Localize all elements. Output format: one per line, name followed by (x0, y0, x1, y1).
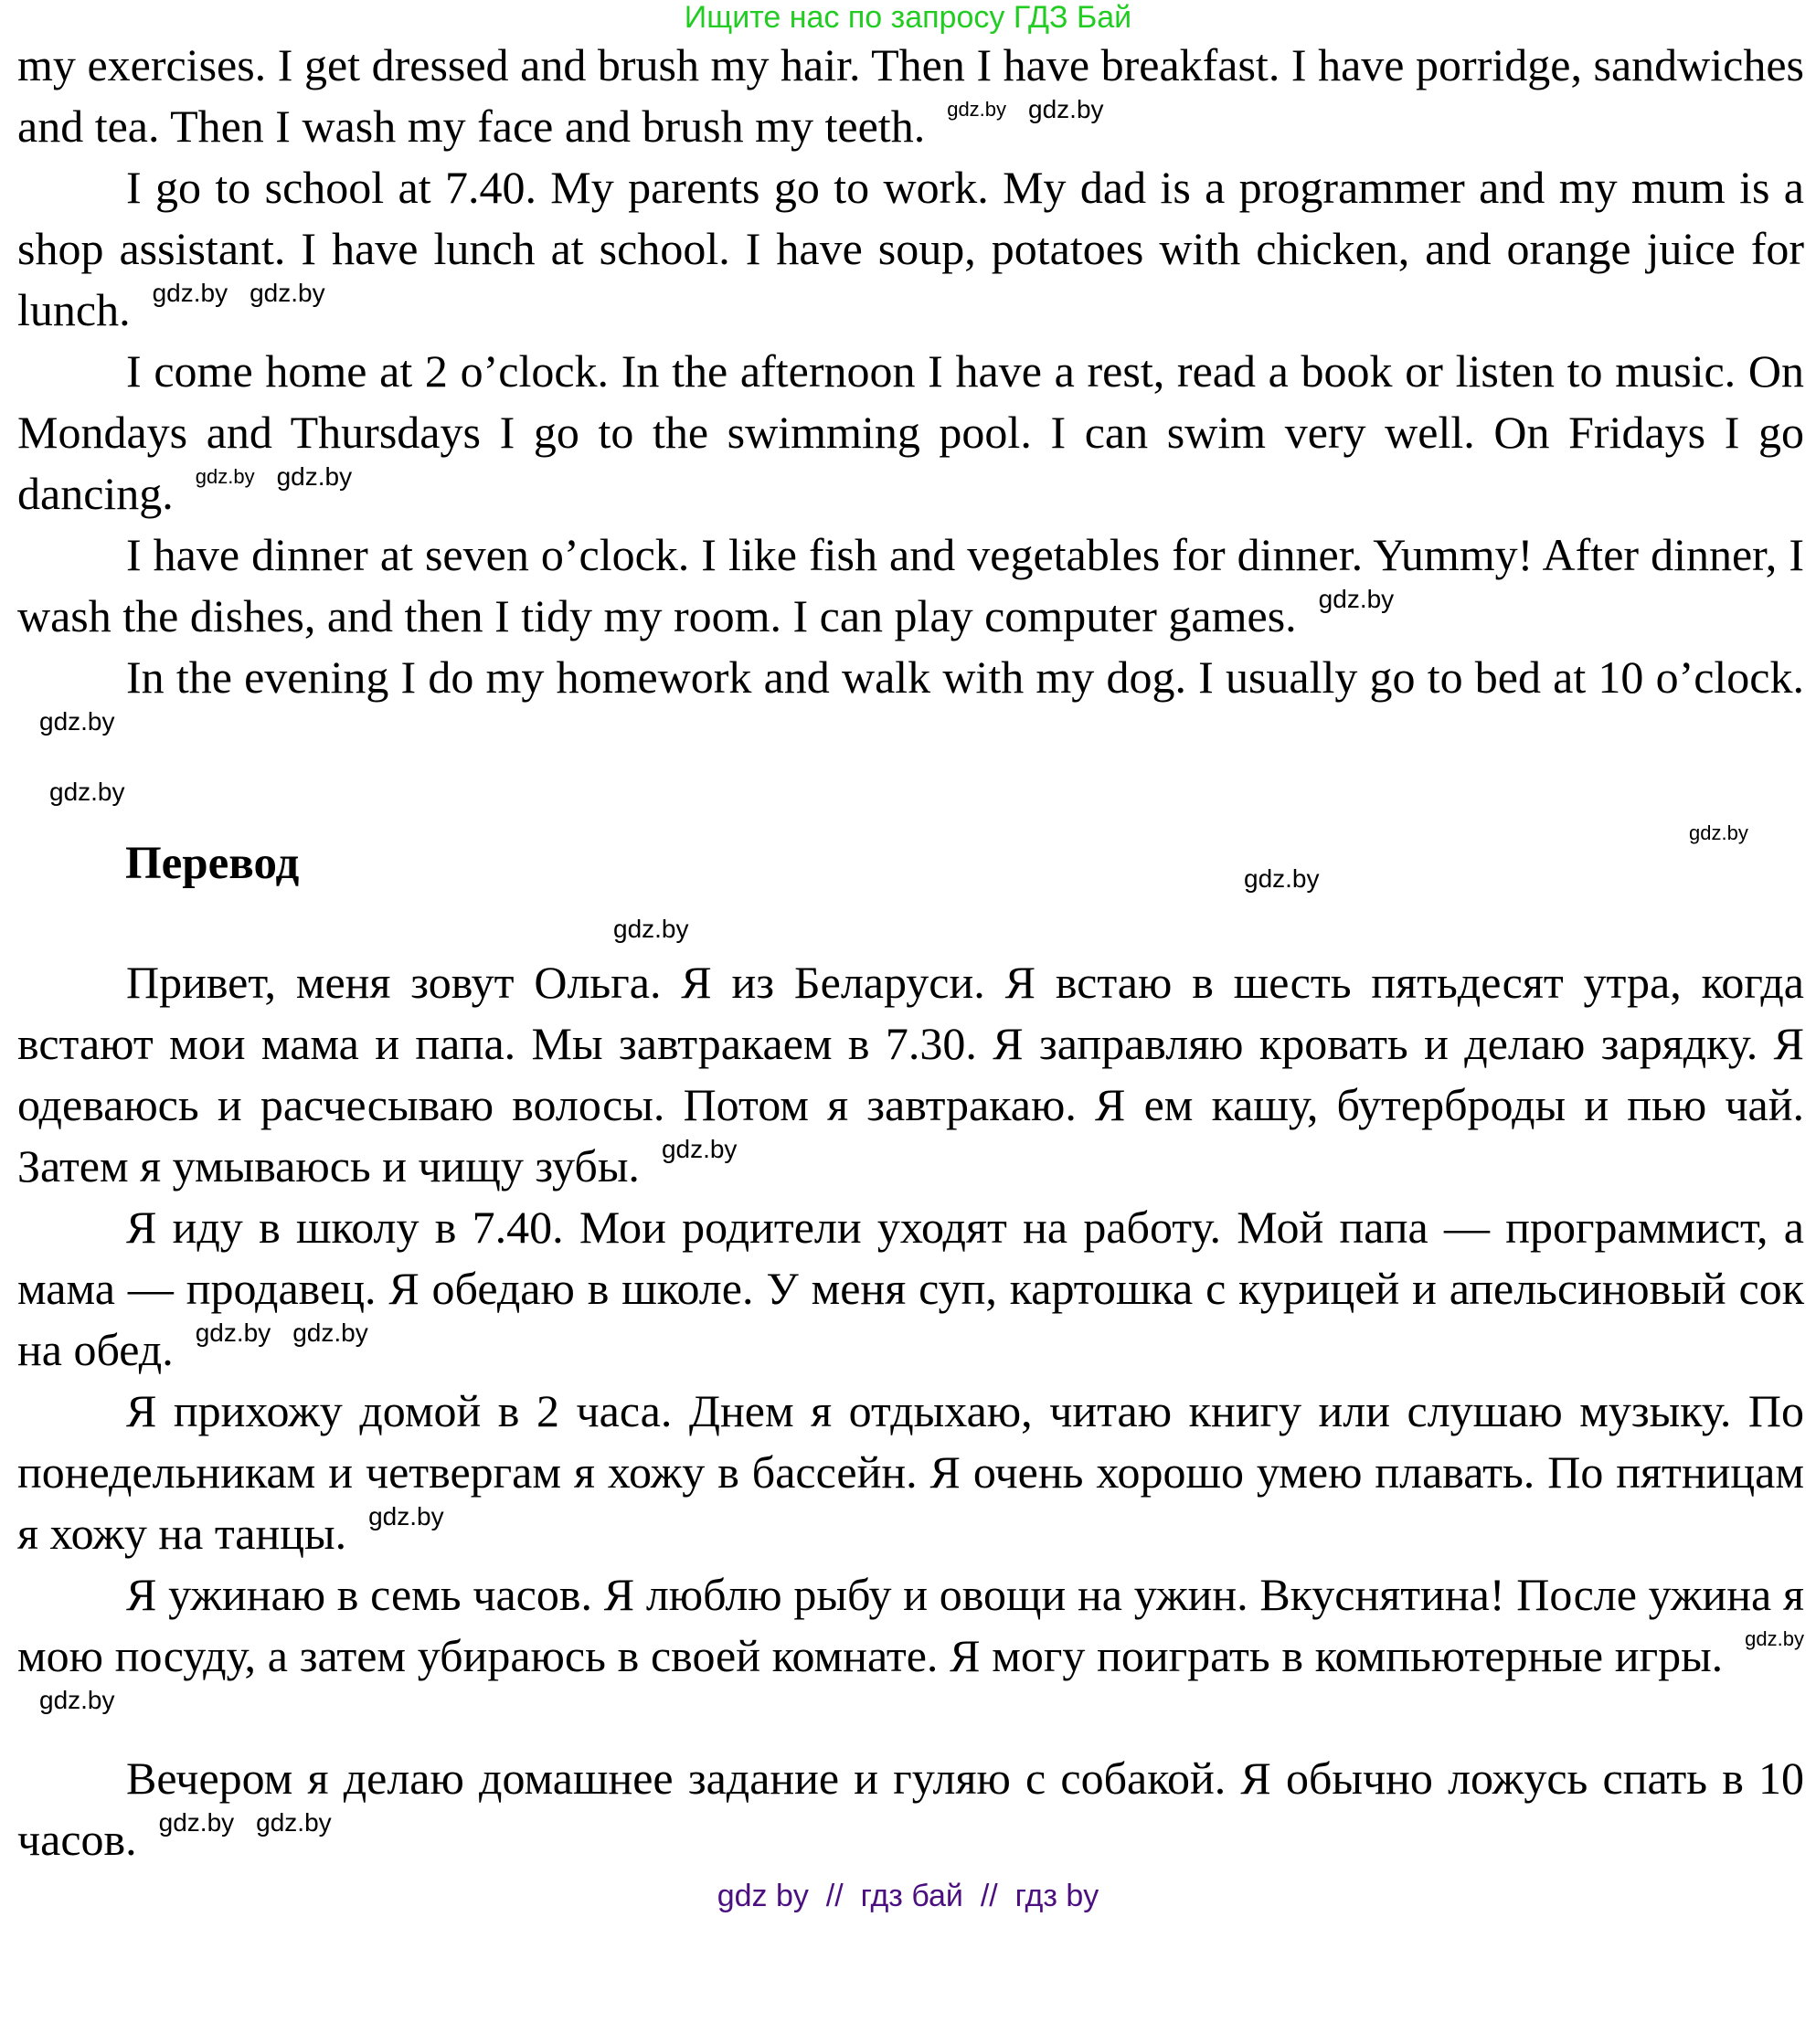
paragraph (17, 341, 1804, 524)
paragraph (17, 1748, 1804, 1870)
paragraph-text: my exercises. I get dressed and brush my hair. Then I have breakfast. I have porridge, sandwiches and tea. Then I wash my face and brush my teeth. (17, 39, 1804, 152)
paragraph (17, 157, 1804, 341)
paragraph-text: I come home at 2 o’clock. In the afternoon I have a rest, read a book or listen to music. On Mondays and Thursdays I go to the swimming pool. I can swim very well. On Fridays I go dancing. (17, 345, 1804, 519)
paragraph (17, 35, 1804, 157)
russian-text (17, 952, 1804, 1870)
translation-header-area (0, 769, 1816, 952)
paragraph-text: I have dinner at seven o’clock. I like fish and vegetables for dinner. Yummy! After dinner, I wash the dishes, and then I tidy my room. I can play computer games. (17, 529, 1804, 641)
paragraph-text: Привет, меня зовут Ольга. Я из Беларуси. Я встаю в шесть пятьдесят утра, когда встают мои мама и папа. Мы завтракаем в 7.30. Я заправляю кровать и делаю зарядку. Я одеваюсь и расчесываю волосы. Потом я завтракаю. Я ем кашу, бутерброды и пью чай. Затем я умываюсь и чищу зубы. (17, 957, 1804, 1191)
watermark: gdz.by (1318, 585, 1395, 613)
search-hint-banner: Ищите нас по запросу ГДЗ Бай (684, 0, 1132, 35)
paragraph-text: Вечером я делаю домашнее задание и гуляю с собакой. Я обычно ложусь спать в 10 часов. (17, 1753, 1804, 1865)
watermark: gdz.by (39, 707, 115, 736)
footer-site-links: gdz by // гдз бай // гдз by (717, 1879, 1099, 1913)
watermark: gdz.by (1745, 1627, 1804, 1650)
paragraph-text: Я прихожу домой в 2 часа. Днем я отдыхаю, читаю книгу или слушаю музыку. По понедельникам и четвергам я хожу в бассейн. Я очень хорошо умею плавать. По пятницам я хожу на танцы. (17, 1385, 1804, 1559)
watermark: gdz.by (1028, 95, 1104, 123)
paragraph (17, 524, 1804, 647)
watermark: gdz.by (39, 1686, 115, 1714)
translation-heading: Перевод (125, 838, 300, 889)
watermark: gdz.by (195, 465, 255, 488)
paragraph-text: Я иду в школу в 7.40. Мои родители уходят на работу. Мой папа — программист, а мама — продавец. Я обедаю в школе. У меня суп, картошка с курицей и апельсиновый сок на обед. (17, 1202, 1804, 1375)
paragraph-text: In the evening I do my homework and walk with my dog. I usually go to bed at 10 o’clock. (126, 651, 1804, 703)
watermark: gdz.by (661, 1135, 738, 1163)
watermark: gdz.by (256, 1808, 332, 1837)
watermark: gdz.by (158, 1808, 235, 1837)
watermark: gdz.by (195, 1319, 271, 1347)
watermark: gdz.by (292, 1319, 368, 1347)
watermark: gdz.by (276, 462, 353, 491)
paragraph (17, 952, 1804, 1197)
paragraph (17, 1197, 1804, 1381)
paragraph-text: I go to school at 7.40. My parents go to work. My dad is a programmer and my mum is a shop assistant. I have lunch at school. I have soup, potatoes with chicken, and orange juice for lunch. (17, 162, 1804, 335)
paragraph (17, 1564, 1804, 1748)
watermark: gdz.by (1244, 864, 1320, 893)
watermark: gdz.by (250, 279, 325, 307)
watermark: gdz.by (1689, 821, 1748, 844)
watermark: gdz.by (947, 98, 1007, 121)
english-text (17, 35, 1804, 769)
watermark: gdz.by (613, 915, 689, 943)
watermark: gdz.by (152, 279, 228, 307)
paragraph-text: Я ужинаю в семь часов. Я люблю рыбу и овощи на ужин. Вкуснятина! После ужина я мою посуду, а затем убираюсь в своей комнате. Я могу поиграть в компьютерные игры. (17, 1569, 1804, 1681)
paragraph (17, 647, 1804, 769)
watermark: gdz.by (368, 1502, 444, 1530)
paragraph (17, 1381, 1804, 1564)
watermark: gdz.by (49, 778, 125, 806)
